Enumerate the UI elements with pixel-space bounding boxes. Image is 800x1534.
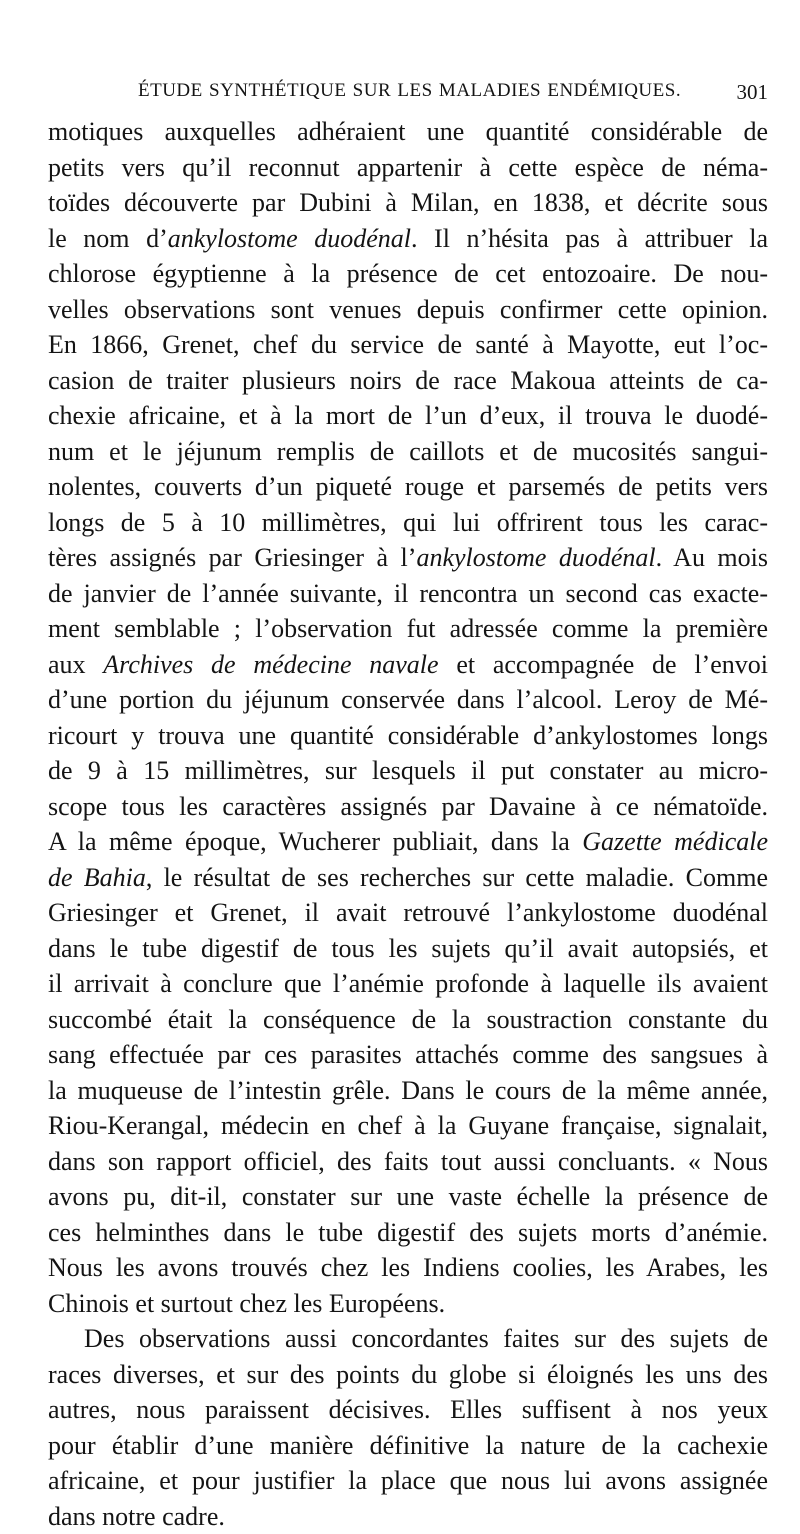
text-run: ricourt y trouva une quantité considérable d’ankylostomes longs <box>48 721 768 750</box>
text-run: . Il n’hésita pas à attribuer la <box>411 224 768 253</box>
text-line <box>48 1286 768 1322</box>
page-number: 301 <box>737 80 769 105</box>
text-line <box>48 1392 768 1428</box>
text-run: petits vers qu’il reconnut appartenir à cette espèce de néma- <box>48 153 768 182</box>
text-run: . Au mois <box>656 543 768 572</box>
text-run: de 9 à 15 millimètres, sur lesquels il put constater au micro- <box>48 756 768 785</box>
text-run: Nous les avons trouvés chez les Indiens coolies, les Arabes, les <box>48 1253 768 1282</box>
text-run: et accompagnée de l’envoi <box>439 650 768 679</box>
text-line <box>48 327 768 363</box>
text-line <box>48 718 768 754</box>
text-run: scope tous les caractères assignés par Davaine à ce nématoïde. <box>48 792 768 821</box>
text-run: longs de 5 à 10 millimètres, qui lui offrirent tous les carac- <box>48 508 768 537</box>
paragraph <box>48 114 768 1321</box>
text-run: , le résultat de ses recherches sur cette maladie. Comme <box>146 863 768 892</box>
text-line <box>48 363 768 399</box>
text-line <box>48 434 768 470</box>
text-line <box>48 1108 768 1144</box>
text-line <box>48 150 768 186</box>
text-run: chexie africaine, et à la mort de l’un d’eux, il trouva le duodé- <box>48 401 768 430</box>
body-text <box>48 114 768 1534</box>
text-line <box>48 1073 768 1109</box>
text-line <box>48 398 768 434</box>
text-line <box>48 114 768 150</box>
text-run: d’une portion du jéjunum conservée dans l’alcool. Leroy de Mé- <box>48 685 768 714</box>
running-head <box>48 80 768 110</box>
text-run: africaine, et pour justifier la place que nous lui avons assignée <box>48 1466 768 1495</box>
text-run: dans notre cadre. <box>48 1502 225 1531</box>
text-line <box>48 1179 768 1215</box>
text-run: velles observations sont venues depuis confirmer cette opinion. <box>48 295 768 324</box>
text-run: races diverses, et sur des points du globe si éloignés les uns des <box>48 1360 768 1389</box>
text-run: succombé était la conséquence de la soustraction constante du <box>48 1005 768 1034</box>
text-run: En 1866, Grenet, chef du service de santé à Mayotte, eut l’oc- <box>48 330 768 359</box>
text-line <box>48 1215 768 1251</box>
text-line <box>48 1144 768 1180</box>
text-line <box>48 576 768 612</box>
text-run: Griesinger et Grenet, il avait retrouvé l’ankylostome duodénal <box>48 898 768 927</box>
text-run: ces helminthes dans le tube digestif des sujets morts d’anémie. <box>48 1218 768 1247</box>
text-line <box>48 1428 768 1464</box>
italic-text: ankylostome duodénal <box>168 224 411 253</box>
text-run: dans le tube digestif de tous les sujets qu’il avait autopsiés, et <box>48 934 768 963</box>
text-run: tères assignés par Griesinger à l’ <box>48 543 416 572</box>
running-title: ÉTUDE SYNTHÉTIQUE SUR LES MALADIES ENDÉMIQUES. <box>138 80 681 102</box>
text-run: aux <box>48 650 103 679</box>
text-run: nolentes, couverts d’un piqueté rouge et parsemés de petits vers <box>48 472 768 501</box>
text-line <box>48 256 768 292</box>
text-line <box>48 931 768 967</box>
text-line <box>48 1499 768 1534</box>
text-run: il arrivait à conclure que l’anémie profonde à laquelle ils avaient <box>48 969 768 998</box>
text-line <box>48 860 768 896</box>
text-run: Riou-Kerangal, médecin en chef à la Guyane française, signalait, <box>48 1111 768 1140</box>
text-line <box>48 1002 768 1038</box>
italic-text: ankylostome duodénal <box>416 543 655 572</box>
text-run: autres, nous paraissent décisives. Elles suffisent à nos yeux <box>48 1395 768 1424</box>
text-run: casion de traiter plusieurs noirs de race Makoua atteints de ca- <box>48 366 768 395</box>
text-line <box>48 185 768 221</box>
text-run: A la même époque, Wucherer publiait, dans la <box>48 827 582 856</box>
text-line <box>48 469 768 505</box>
text-line <box>48 789 768 825</box>
text-line <box>48 966 768 1002</box>
text-line <box>48 1037 768 1073</box>
text-line <box>48 1463 768 1499</box>
text-line <box>48 611 768 647</box>
text-run: ment semblable ; l’observation fut adressée comme la première <box>48 614 768 643</box>
text-line <box>48 682 768 718</box>
text-line <box>48 540 768 576</box>
text-line <box>48 221 768 257</box>
text-run: toïdes découverte par Dubini à Milan, en 1838, et décrite sous <box>48 188 768 217</box>
paragraph <box>48 1321 768 1534</box>
text-line <box>48 1250 768 1286</box>
text-line <box>48 753 768 789</box>
text-line <box>48 505 768 541</box>
text-run: avons pu, dit-il, constater sur une vaste échelle la présence de <box>48 1182 768 1211</box>
text-run: le nom d’ <box>48 224 168 253</box>
text-line <box>48 895 768 931</box>
text-line <box>48 1321 768 1357</box>
text-line <box>48 824 768 860</box>
text-line <box>48 647 768 683</box>
text-run: dans son rapport officiel, des faits tout aussi concluants. « Nous <box>48 1147 768 1176</box>
text-run: Chinois et surtout chez les Européens. <box>48 1289 445 1318</box>
text-run: pour établir d’une manière définitive la nature de la cachexie <box>48 1431 768 1460</box>
text-run: sang effectuée par ces parasites attachés comme des sangsues à <box>48 1040 768 1069</box>
text-line <box>48 292 768 328</box>
text-run: de janvier de l’année suivante, il rencontra un second cas exacte- <box>48 579 768 608</box>
text-run: Des observations aussi concordantes faites sur des sujets de <box>84 1324 768 1353</box>
text-run: motiques auxquelles adhéraient une quantité considérable de <box>48 117 768 146</box>
text-run: chlorose égyptienne à la présence de cet entozoaire. De nou- <box>48 259 768 288</box>
text-run: num et le jéjunum remplis de caillots et de mucosités sangui- <box>48 437 768 466</box>
italic-text: Gazette médicale <box>582 827 768 856</box>
text-run: la muqueuse de l’intestin grêle. Dans le cours de la même année, <box>48 1076 768 1105</box>
italic-text: de Bahia <box>48 863 146 892</box>
text-line <box>48 1357 768 1393</box>
italic-text: Archives de médecine navale <box>103 650 438 679</box>
